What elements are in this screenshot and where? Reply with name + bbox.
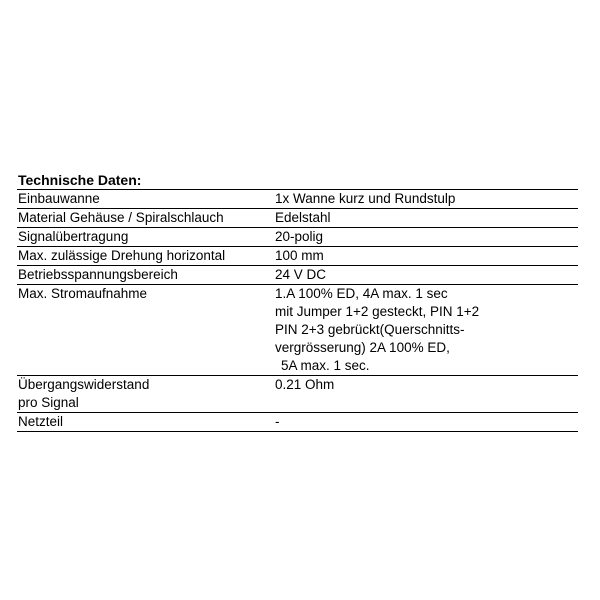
spec-label-line: pro Signal <box>18 395 79 410</box>
spec-label-cell <box>17 209 271 228</box>
spec-value: - <box>275 414 280 429</box>
spec-label: Max. zulässige Drehung horizontal <box>18 248 226 263</box>
table-row <box>17 228 578 247</box>
spec-label-line: Übergangswiderstand <box>18 377 150 392</box>
spec-value: 20-polig <box>275 229 324 244</box>
spec-value-cell <box>271 266 578 285</box>
spec-label: Material Gehäuse / Spiralschlauch <box>18 210 224 225</box>
spec-value-cell <box>271 247 578 266</box>
spec-value-cell <box>271 376 578 413</box>
table-row <box>17 376 578 413</box>
spec-label-cell <box>17 247 271 266</box>
spec-label-cell <box>17 228 271 247</box>
spec-value-cell <box>271 190 578 209</box>
table-row <box>17 209 578 228</box>
table-row <box>17 247 578 266</box>
spec-label-cell <box>17 285 271 376</box>
spec-value-cell <box>271 228 578 247</box>
spec-value-line: PIN 2+3 gebrückt(Querschnitts- <box>275 322 465 337</box>
spec-label: Netzteil <box>18 414 64 429</box>
spec-value: Edelstahl <box>275 210 331 225</box>
spec-label-cell <box>17 376 271 413</box>
spec-value-line: 5A max. 1 sec. <box>281 358 370 373</box>
table-row <box>17 413 578 432</box>
specs-table <box>17 190 578 432</box>
spec-value: 0.21 Ohm <box>275 377 335 392</box>
spec-value-line: vergrösserung) 2A 100% ED, <box>275 340 450 355</box>
spec-value-cell <box>271 413 578 432</box>
spec-value-line: 1.A 100% ED, 4A max. 1 sec <box>275 286 448 301</box>
spec-label-cell <box>17 190 271 209</box>
spec-value-cell <box>271 285 578 376</box>
technical-data-sheet <box>17 172 578 432</box>
spec-value: 24 V DC <box>275 267 327 282</box>
spec-value: 1x Wanne kurz und Rundstulp <box>275 191 456 206</box>
spec-label: Betriebsspannungsbereich <box>18 267 178 282</box>
spec-value-cell <box>271 209 578 228</box>
spec-value: 100 mm <box>275 248 324 263</box>
spec-label: Max. Stromaufnahme <box>18 286 148 301</box>
technical-data-heading: Technische Daten: <box>17 172 578 190</box>
table-row <box>17 266 578 285</box>
table-row <box>17 285 578 376</box>
spec-label-cell <box>17 413 271 432</box>
spec-value-line: mit Jumper 1+2 gesteckt, PIN 1+2 <box>275 304 480 319</box>
spec-label: Signalübertragung <box>18 229 129 244</box>
spec-label-cell <box>17 266 271 285</box>
spec-label: Einbauwanne <box>18 191 100 206</box>
table-row <box>17 190 578 209</box>
